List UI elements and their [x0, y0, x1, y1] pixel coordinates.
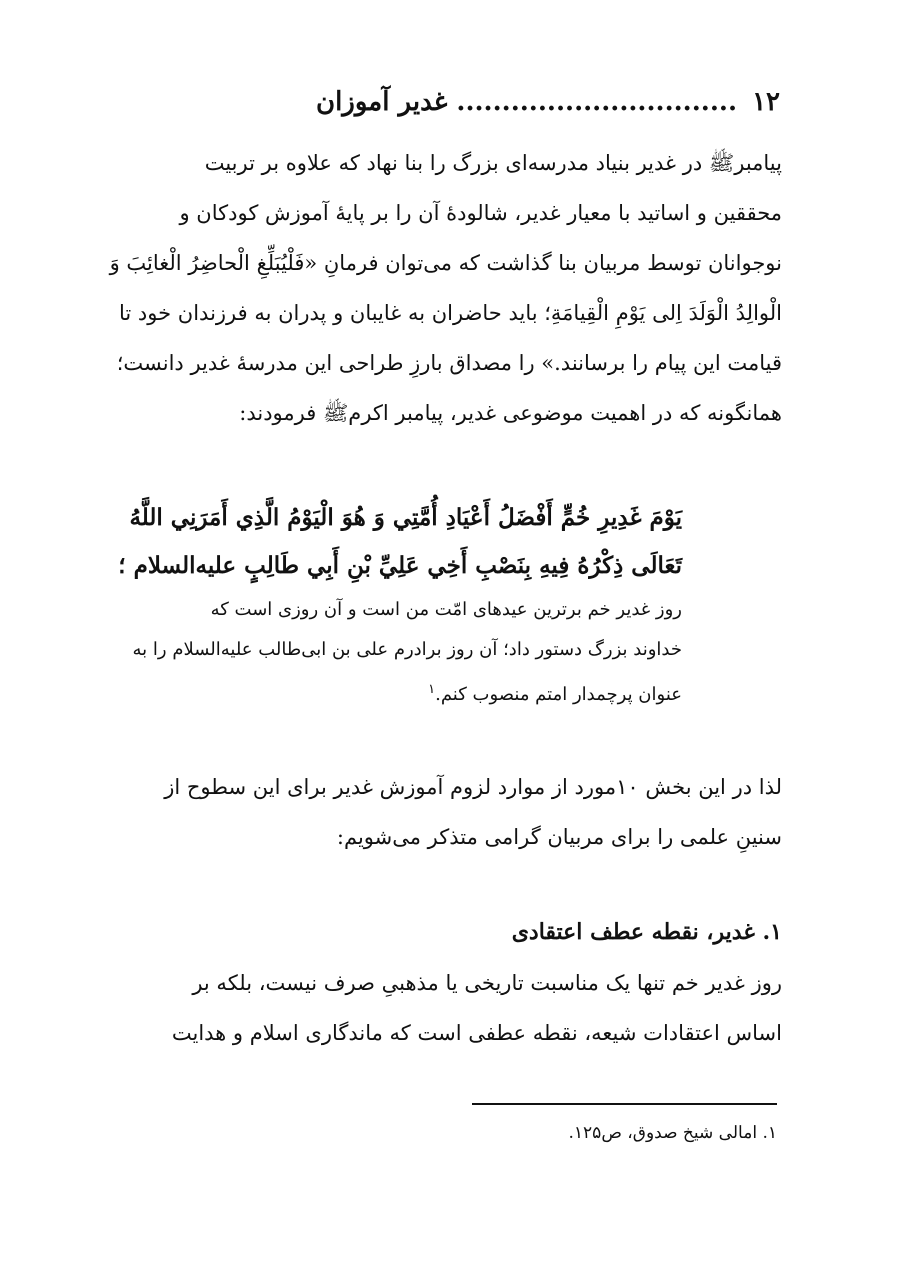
intro-paragraph [109, 138, 782, 438]
paragraph-line: پیامبرﷺ در غدیر بنیاد مدرسه‌ای بزرگ را بنا نهاد که علاوه بر تربیت [204, 151, 782, 175]
hadith-translation-line: روز غدیر خم برترین عیدهای امّت من است و آن روزی است که [210, 599, 682, 620]
paragraph-line: همانگونه که در اهمیت موضوعی غدیر، پیامبر اکرمﷺ فرمودند: [239, 401, 782, 425]
paragraph-line: محققین و اساتید با معیار غدیر، شالودهٔ آن را بر پایهٔ آموزش کودکان و [179, 201, 782, 225]
paragraph-line: لذا در این بخش ۱۰مورد از موارد لزوم آموزش غدیر برای این سطوح از [164, 775, 782, 799]
hadith-quote-block [118, 494, 682, 715]
section-heading: ۱. غدیر، نقطه عطف اعتقادی [511, 919, 782, 945]
paragraph-line: اساس اعتقادات شیعه، نقطه عطفی است که ماندگاری اسلام و هدایت [171, 1021, 782, 1045]
body-paragraph [122, 762, 782, 862]
header-leader-dots: ............................... [456, 87, 737, 117]
hadith-arabic-line: تَعَالَى ذِكْرُهُ فِيهِ بِنَصْبِ أَخِي عَلِيِّ بْنِ أَبِي طَالِبٍ عليه‌السلام ؛ [118, 552, 682, 579]
footnote-separator [472, 1103, 777, 1105]
hadith-arabic-line: يَوْمَ غَدِيرِ خُمٍّ أَفْضَلُ أَعْيَادِ أُمَّتِي وَ هُوَ الْيَوْمُ الَّذِي أَمَرَنِي اللَّهُ [129, 504, 682, 531]
hadith-translation-text: عنوان پرچمدار امتم منصوب کنم. [435, 684, 682, 705]
paragraph-line: الْوالِدُ الْوَلَدَ اِلى يَوْمِ الْقِيامَةِ؛ باید حاضران به غایبان و پدران به فرزندان خود تا [119, 301, 782, 325]
footnote-marker: ۱ [428, 682, 436, 697]
hadith-translation-line: خداوند بزرگ دستور داد؛ آن روز برادرم علی بن ابی‌طالب عليه‌السلام را به [132, 639, 682, 660]
footnote: ۱. امالی شیخ صدوق، ص۱۲۵. [568, 1123, 777, 1143]
paragraph-line: نوجوانان توسط مربیان بنا گذاشت که می‌توان فرمانِ «فَلْيُبَلِّغِ الْحاضِرُ الْغائِبَ وَ [109, 251, 782, 275]
running-header [160, 82, 780, 122]
section-paragraph [122, 958, 782, 1058]
paragraph-line: سنینِ علمی را برای مربیان گرامی متذکر می‌شویم: [336, 825, 782, 849]
page-number: ۱۲ [752, 87, 780, 117]
hadith-translation-line-last [122, 670, 682, 715]
paragraph-line: قیامت این پیام را برسانند.» را مصداق بارزِ طراحی این مدرسهٔ غدیر دانست؛ [116, 351, 782, 375]
paragraph-line: روز غدیر خم تنها یک مناسبت تاریخی یا مذهبیِ صرف نیست، بلکه بر [192, 971, 782, 995]
book-title: غدیر آموزان [315, 87, 448, 117]
